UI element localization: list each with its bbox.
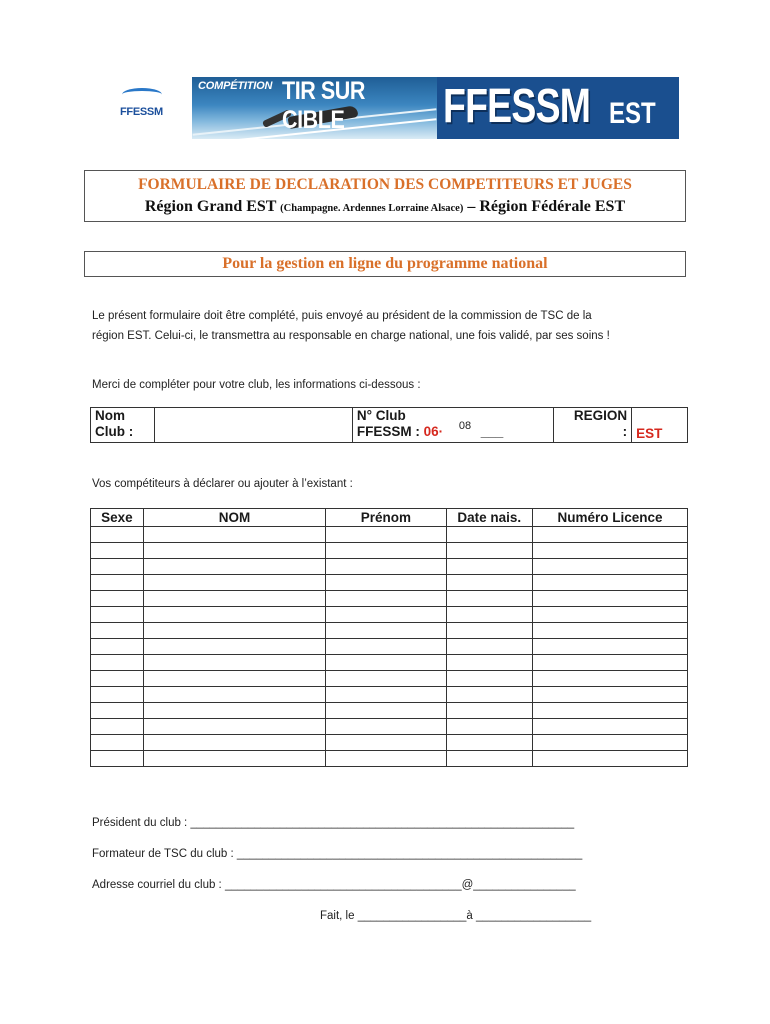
competition-banner	[192, 77, 679, 139]
region-detail: (Champagne. Ardennes Lorraine Alsace)	[280, 203, 464, 214]
club-number-blank: ___	[480, 424, 504, 439]
club-number-cell[interactable]: N° Club FFESSM : 06· ___ 08	[352, 408, 553, 443]
cell-prenom[interactable]	[326, 735, 446, 751]
cell-date-naissance[interactable]	[446, 703, 532, 719]
table-row	[91, 751, 688, 767]
cell-prenom[interactable]	[326, 719, 446, 735]
cell-nom[interactable]	[143, 655, 325, 671]
cell-date-naissance[interactable]	[446, 607, 532, 623]
header-nom: NOM	[143, 509, 325, 527]
table-row	[91, 703, 688, 719]
formateur-line[interactable]: Formateur de TSC du club : ______________________________________________________	[92, 848, 583, 860]
club-name-label: Nom Club :	[91, 408, 155, 443]
intro-line-2: région EST. Celui-ci, le transmettra au responsable en charge national, une fois validé, par ses soins !	[92, 330, 610, 342]
table-row	[91, 719, 688, 735]
cell-numero-licence[interactable]	[533, 751, 688, 767]
cell-date-naissance[interactable]	[446, 751, 532, 767]
cell-sexe[interactable]	[91, 639, 144, 655]
club-prompt: Merci de compléter pour votre club, les informations ci-dessous :	[92, 379, 421, 391]
cell-sexe[interactable]	[91, 751, 144, 767]
cell-sexe[interactable]	[91, 527, 144, 543]
cell-nom[interactable]	[143, 751, 325, 767]
cell-sexe[interactable]	[91, 655, 144, 671]
cell-prenom[interactable]	[326, 639, 446, 655]
logo-text: FFESSM	[120, 106, 163, 118]
competitors-prompt: Vos compétiteurs à déclarer ou ajouter à l’existant :	[92, 478, 353, 490]
banner-brand-text: FFESSM	[443, 80, 591, 133]
cell-date-naissance[interactable]	[446, 543, 532, 559]
cell-sexe[interactable]	[91, 671, 144, 687]
table-row	[91, 575, 688, 591]
region-federale: – Région Fédérale EST	[467, 198, 626, 215]
table-row	[91, 655, 688, 671]
banner-competition-text: COMPÉTITION	[198, 80, 273, 92]
email-line[interactable]	[92, 879, 576, 891]
cell-date-naissance[interactable]	[446, 559, 532, 575]
banner-brand	[437, 77, 679, 139]
cell-prenom[interactable]	[326, 527, 446, 543]
cell-nom[interactable]	[143, 671, 325, 687]
cell-prenom[interactable]	[326, 543, 446, 559]
cell-numero-licence[interactable]	[533, 575, 688, 591]
club-number-line: FFESSM : 06· ___	[356, 424, 504, 439]
cell-nom[interactable]	[143, 607, 325, 623]
wave-icon	[122, 88, 162, 101]
cell-numero-licence[interactable]	[533, 639, 688, 655]
cell-sexe[interactable]	[91, 687, 144, 703]
cell-numero-licence[interactable]	[533, 671, 688, 687]
cell-prenom[interactable]	[326, 591, 446, 607]
cell-numero-licence[interactable]	[533, 703, 688, 719]
region-value-cell	[632, 408, 688, 443]
cell-sexe[interactable]	[91, 559, 144, 575]
cell-numero-licence[interactable]	[533, 719, 688, 735]
banner-region-text: EST	[609, 97, 656, 130]
club-number-mid: 08	[458, 420, 472, 432]
table-row	[91, 735, 688, 751]
cell-prenom[interactable]	[326, 655, 446, 671]
club-number-prefix: 06	[423, 424, 439, 439]
competitors-body	[91, 527, 688, 767]
form-title-box	[84, 170, 686, 222]
cell-date-naissance[interactable]	[446, 655, 532, 671]
cell-sexe[interactable]	[91, 703, 144, 719]
email-domain-part: @________________	[461, 879, 576, 891]
cell-nom[interactable]	[143, 687, 325, 703]
cell-date-naissance[interactable]	[446, 623, 532, 639]
header-numero-licence: Numéro Licence	[533, 509, 688, 527]
cell-numero-licence[interactable]	[533, 655, 688, 671]
region-grand-est: Région Grand EST	[144, 198, 277, 215]
cell-prenom[interactable]	[326, 703, 446, 719]
competitors-header-row	[91, 509, 688, 527]
form-region-line	[85, 198, 685, 216]
cell-numero-licence[interactable]	[533, 687, 688, 703]
cell-date-naissance[interactable]	[446, 719, 532, 735]
cell-sexe[interactable]	[91, 591, 144, 607]
table-row	[91, 639, 688, 655]
cell-prenom[interactable]	[326, 751, 446, 767]
club-info-table	[90, 407, 688, 443]
cell-nom[interactable]	[143, 591, 325, 607]
form-title: FORMULAIRE DE DECLARATION DES COMPETITEURS ET JUGES	[138, 176, 632, 193]
cell-prenom[interactable]	[326, 671, 446, 687]
president-line[interactable]: Président du club : ____________________________________________________________	[92, 817, 575, 829]
cell-sexe[interactable]	[91, 623, 144, 639]
banner-photo	[192, 77, 437, 139]
cell-numero-licence[interactable]	[533, 559, 688, 575]
table-row	[91, 671, 688, 687]
table-row	[91, 607, 688, 623]
fait-line[interactable]: Fait, le _________________à __________________	[320, 910, 592, 922]
header-sexe: Sexe	[91, 509, 144, 527]
cell-sexe[interactable]	[91, 543, 144, 559]
cell-sexe[interactable]	[91, 607, 144, 623]
region-value: EST	[636, 426, 663, 441]
cell-numero-licence[interactable]	[533, 735, 688, 751]
intro-line-1: Le présent formulaire doit être complété, puis envoyé au président de la commission de TSC de la	[92, 310, 592, 322]
cell-date-naissance[interactable]	[446, 575, 532, 591]
region-label: REGION :	[554, 408, 632, 443]
cell-numero-licence[interactable]	[533, 607, 688, 623]
cell-sexe[interactable]	[91, 735, 144, 751]
table-row	[91, 623, 688, 639]
cell-numero-licence[interactable]	[533, 543, 688, 559]
ffessm-logo	[118, 82, 170, 132]
cell-date-naissance[interactable]	[446, 639, 532, 655]
cell-sexe[interactable]	[91, 575, 144, 591]
cell-date-naissance[interactable]	[446, 671, 532, 687]
header-date-naissance: Date nais.	[446, 509, 532, 527]
cell-nom[interactable]	[143, 543, 325, 559]
cell-nom[interactable]	[143, 719, 325, 735]
cell-sexe[interactable]	[91, 719, 144, 735]
cell-nom[interactable]	[143, 639, 325, 655]
cell-nom[interactable]	[143, 527, 325, 543]
table-row	[91, 527, 688, 543]
subtitle-box: Pour la gestion en ligne du programme national	[84, 251, 686, 277]
table-row	[91, 543, 688, 559]
cell-nom[interactable]	[143, 559, 325, 575]
cell-prenom[interactable]	[326, 607, 446, 623]
cell-numero-licence[interactable]	[533, 623, 688, 639]
competitors-table	[90, 508, 688, 767]
cell-nom[interactable]	[143, 575, 325, 591]
table-row	[91, 559, 688, 575]
cell-prenom[interactable]	[326, 575, 446, 591]
table-row	[91, 687, 688, 703]
cell-prenom[interactable]	[326, 687, 446, 703]
banner-title: TIR SUR CIBLE	[282, 77, 365, 134]
table-row	[91, 591, 688, 607]
email-local-part: Adresse courriel du club : _____________________________________	[92, 879, 462, 891]
cell-nom[interactable]	[143, 623, 325, 639]
club-name-field[interactable]	[154, 408, 352, 443]
cell-numero-licence[interactable]	[533, 527, 688, 543]
header-prenom: Prénom	[326, 509, 446, 527]
cell-prenom[interactable]	[326, 623, 446, 639]
cell-date-naissance[interactable]	[446, 735, 532, 751]
intro-paragraph	[92, 306, 610, 346]
cell-prenom[interactable]	[326, 559, 446, 575]
cell-nom[interactable]	[143, 735, 325, 751]
cell-nom[interactable]	[143, 703, 325, 719]
cell-date-naissance[interactable]	[446, 687, 532, 703]
cell-date-naissance[interactable]	[446, 527, 532, 543]
cell-numero-licence[interactable]	[533, 591, 688, 607]
cell-date-naissance[interactable]	[446, 591, 532, 607]
